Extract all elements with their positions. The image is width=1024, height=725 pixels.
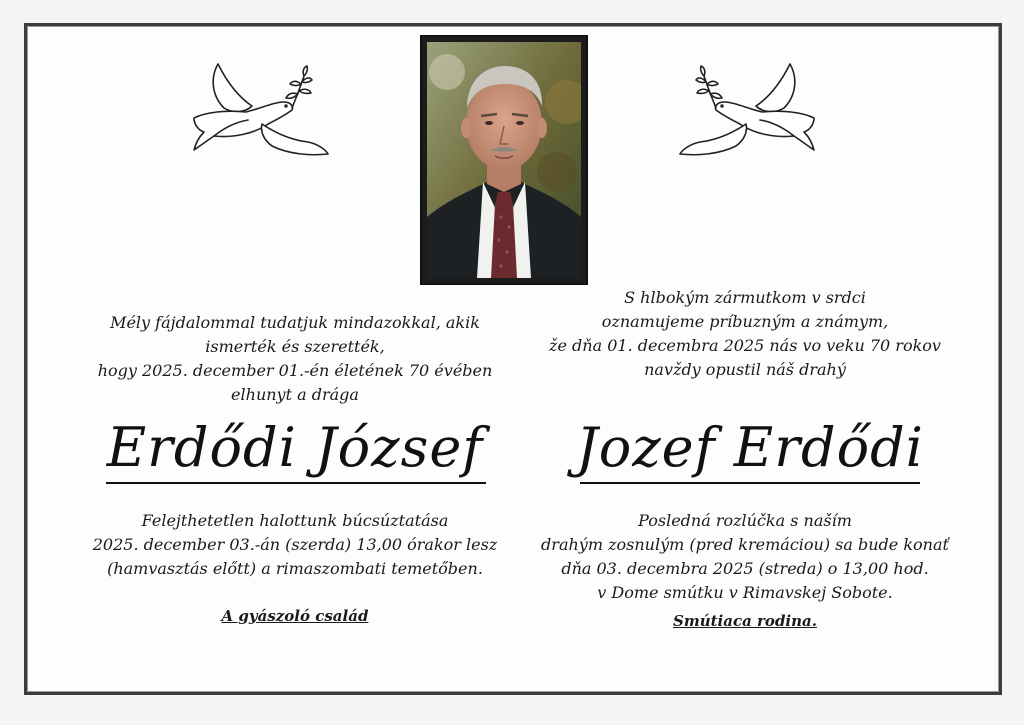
hu-intro bbox=[92, 311, 498, 407]
sk-funeral-line: v Dome smútku v Rimavskej Sobote. bbox=[597, 583, 893, 602]
sk-signature: Smútiaca rodina. bbox=[673, 612, 817, 630]
sk-intro-line: S hlbokým zármutkom v srdci bbox=[624, 288, 866, 307]
hu-funeral-line: Felejthetetlen halottunk búcsúztatása bbox=[141, 511, 449, 530]
sk-intro-line: oznamujeme príbuzným a známym, bbox=[601, 312, 889, 331]
portrait-frame bbox=[420, 35, 588, 285]
sk-funeral-details bbox=[530, 509, 960, 605]
sk-name-underline bbox=[580, 482, 920, 484]
left-dove-icon bbox=[188, 58, 333, 158]
hu-intro-line: elhunyt a drága bbox=[231, 385, 359, 404]
hu-signature: A gyászoló család bbox=[221, 607, 369, 625]
sk-intro-line: že dňa 01. decembra 2025 nás vo veku 70 rokov bbox=[549, 336, 941, 355]
hu-intro-line: hogy 2025. december 01.-én életének 70 évében bbox=[97, 361, 493, 380]
right-dove-icon bbox=[675, 58, 820, 158]
sk-deceased-name: Jozef Erdődi bbox=[576, 416, 924, 479]
sk-funeral-line: drahým zosnulým (pred kremáciou) sa bude konať bbox=[541, 535, 949, 554]
hu-deceased-name: Erdődi József bbox=[106, 416, 484, 479]
sk-funeral-line: dňa 03. decembra 2025 (streda) o 13,00 hod. bbox=[561, 559, 929, 578]
hu-funeral-line: 2025. december 03.-án (szerda) 13,00 órakor lesz bbox=[92, 535, 498, 554]
hu-name-underline bbox=[106, 482, 486, 484]
portrait-photo bbox=[427, 42, 581, 278]
sk-intro bbox=[530, 286, 960, 382]
hu-funeral-details bbox=[92, 509, 498, 581]
sk-funeral-line: Posledná rozlúčka s naším bbox=[638, 511, 852, 530]
sk-intro-line: navždy opustil náš drahý bbox=[644, 360, 846, 379]
hu-funeral-line: (hamvasztás előtt) a rimaszombati temetőben. bbox=[107, 559, 483, 578]
hu-intro-line: ismerték és szerették, bbox=[205, 337, 385, 356]
hu-intro-line: Mély fájdalommal tudatjuk mindazokkal, akik bbox=[110, 313, 480, 332]
